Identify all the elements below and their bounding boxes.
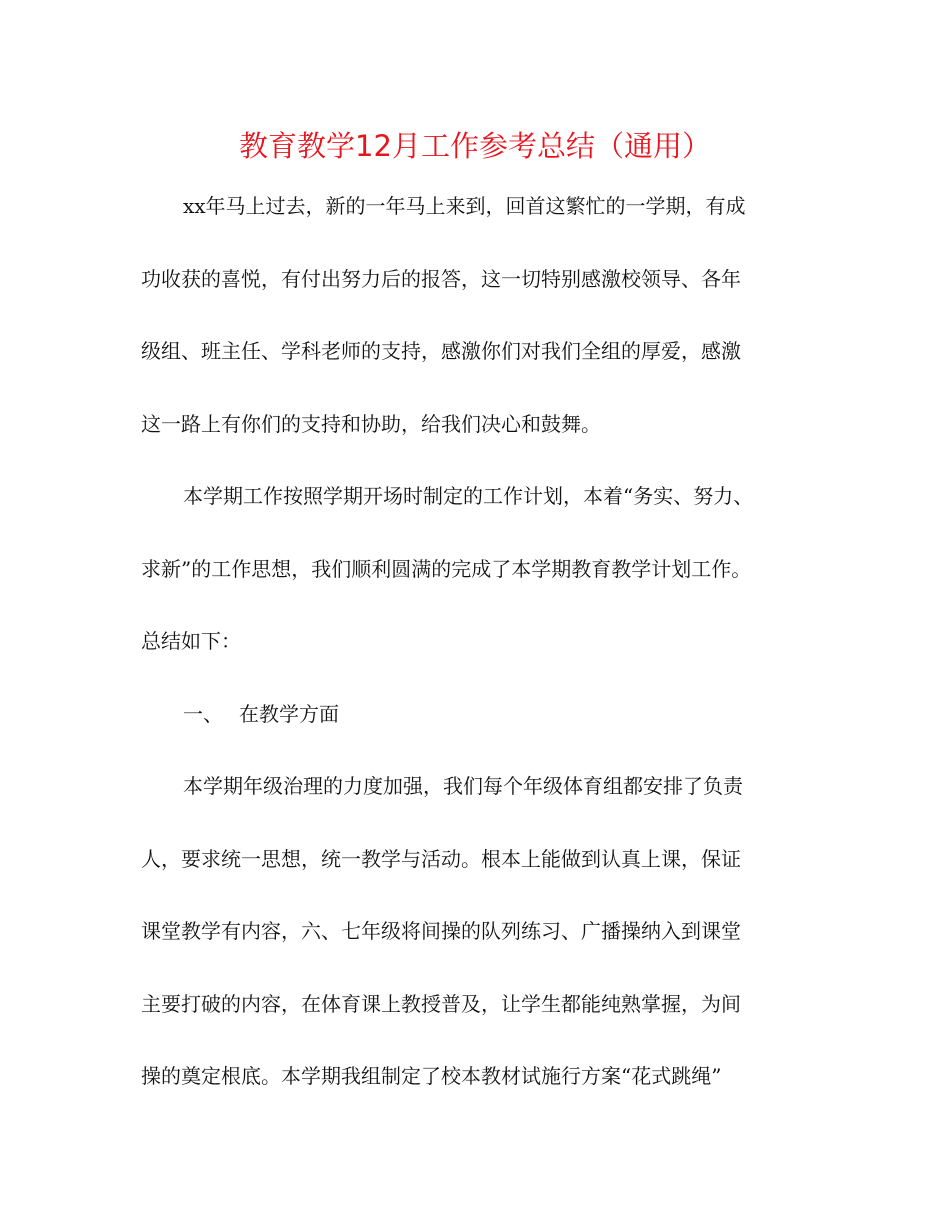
- section-heading: [141, 678, 809, 751]
- paragraph-line: 人，要求统一思想，统一教学与活动。根本上能做到认真上课，保证: [141, 846, 741, 871]
- paragraph-line: 操的奠定根底。本学期我组制定了校本教材试施行方案“花式跳绳”: [141, 1064, 722, 1088]
- paragraph-line: 总结如下：: [141, 629, 241, 653]
- paragraph-line: xx年马上过去，新的一年马上来到，回首这繁忙的一学期，有成: [183, 194, 746, 218]
- paragraph-line: 功收获的喜悦，有付出努力后的报答，这一切特别感激校领导、各年: [141, 266, 741, 291]
- document-body: [141, 170, 809, 1113]
- paragraph-line: 主要打破的内容，在体育课上教授普及，让学生都能纯熟掌握，为间: [141, 991, 741, 1016]
- paragraph-line: 级组、班主任、学科老师的支持，感激你们对我们全组的厚爱，感激: [141, 339, 741, 363]
- paragraph-line: 这一路上有你们的支持和协助，给我们决心和鼓舞。: [141, 411, 601, 436]
- paragraph-line: 求新”的工作思想，我们顺利圆满的完成了本学期教育教学计划工作。: [141, 556, 752, 581]
- paragraph-line: 本学期年级治理的力度加强，我们每个年级体育组都安排了负责: [183, 774, 743, 798]
- paragraph-line: 本学期工作按照学期开场时制定的工作计划，本着“务实、努力、: [183, 484, 754, 508]
- document-title: 教育教学12月工作参考总结（通用）: [239, 129, 711, 163]
- paragraph-line: 课堂教学有内容，六、七年级将间操的队列练习、广播操纳入到课堂: [141, 919, 741, 943]
- section-heading-text: 在教学方面: [239, 701, 339, 726]
- section-heading-number: 一、: [183, 701, 223, 726]
